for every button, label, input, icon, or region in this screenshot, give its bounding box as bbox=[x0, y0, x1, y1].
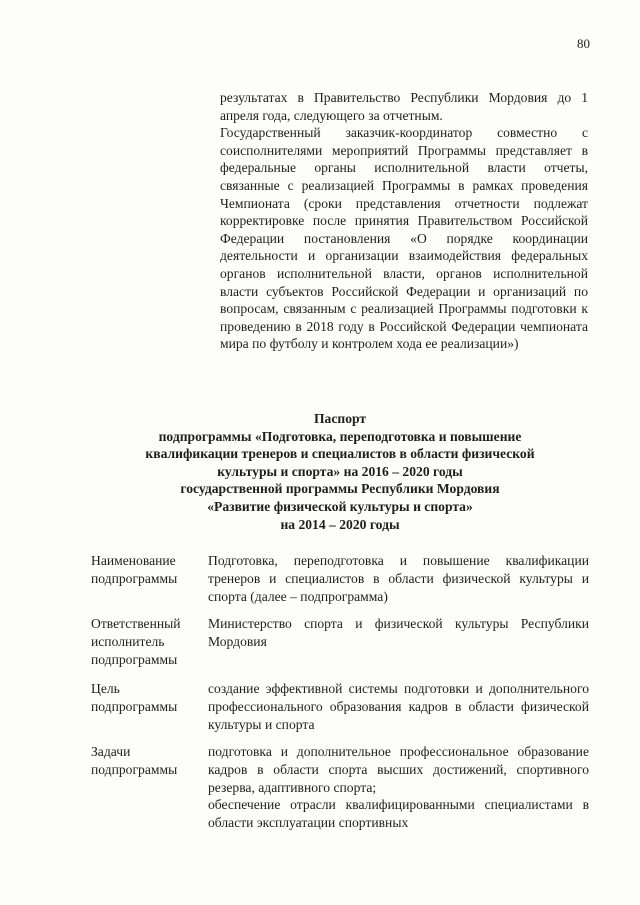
intro-text-block bbox=[220, 89, 588, 353]
row-value bbox=[208, 743, 589, 832]
task-item: подготовка и дополнительное профессиональное образование кадров в области спорта высших достижений, спортивного резерва, адаптивного спорта; bbox=[208, 744, 589, 795]
passport-subtitle-line: государственной программы Республики Мордовия bbox=[180, 481, 500, 497]
passport-subtitle-line: культуры и спорта» на 2016 – 2020 годы bbox=[217, 463, 463, 479]
passport-title: Паспорт bbox=[313, 411, 367, 426]
passport-subtitle-line: на 2014 – 2020 годы bbox=[280, 516, 400, 532]
intro-paragraph-2: Государственный заказчик-координатор совместно с соисполнителями мероприятий Программы представляет в федеральные органы исполнительной власти отчеты, связанные с реализацией Программы в рамках проведения Чемпионата (сроки представления отчетности подлежат корректировке после принятия Правительством Российской Федерации постановления «О порядке координации деятельности и организации взаимодействия федеральных органов исполнительной власти, органов исполнительной власти субъектов Российской Федерации и организаций по вопросам, связанным с реализацией Программы подготовки к проведению в 2018 году в Российской Федерации чемпионата мира по футболу и контролем хода ее реализации») bbox=[220, 125, 588, 352]
passport-subtitle-line: подпрограммы «Подготовка, переподготовка и повышение bbox=[158, 428, 522, 444]
passport-heading bbox=[100, 410, 580, 533]
row-label: Цель подпрограммы bbox=[91, 681, 178, 714]
intro-paragraph-1: результатах в Правительство Республики Мордовия до 1 апреля года, следующего за отчетным. bbox=[220, 90, 588, 123]
row-label: Наименование подпрограммы bbox=[91, 553, 178, 586]
row-value: Подготовка, переподготовка и повышение квалификации тренеров и специалистов в области физической культуры и спорта (далее – подпрограмма) bbox=[208, 553, 589, 604]
row-label: Ответственный исполнитель подпрограммы bbox=[91, 616, 181, 667]
passport-subtitle-line: «Развитие физической культуры и спорта» bbox=[207, 498, 473, 514]
row-value: Министерство спорта и физической культуры Республики Мордовия bbox=[208, 616, 589, 649]
row-value: создание эффективной системы подготовки и дополнительного профессионального образования кадров в области физической культуры и спорта bbox=[208, 681, 589, 732]
row-label: Задачи подпрограммы bbox=[91, 744, 178, 777]
task-item: обеспечение отрасли квалифицированными специалистами в области эксплуатации спортивных bbox=[208, 797, 589, 831]
passport-subtitle-line: квалификации тренеров и специалистов в области физической bbox=[145, 446, 535, 462]
page-number: 80 bbox=[577, 36, 590, 51]
